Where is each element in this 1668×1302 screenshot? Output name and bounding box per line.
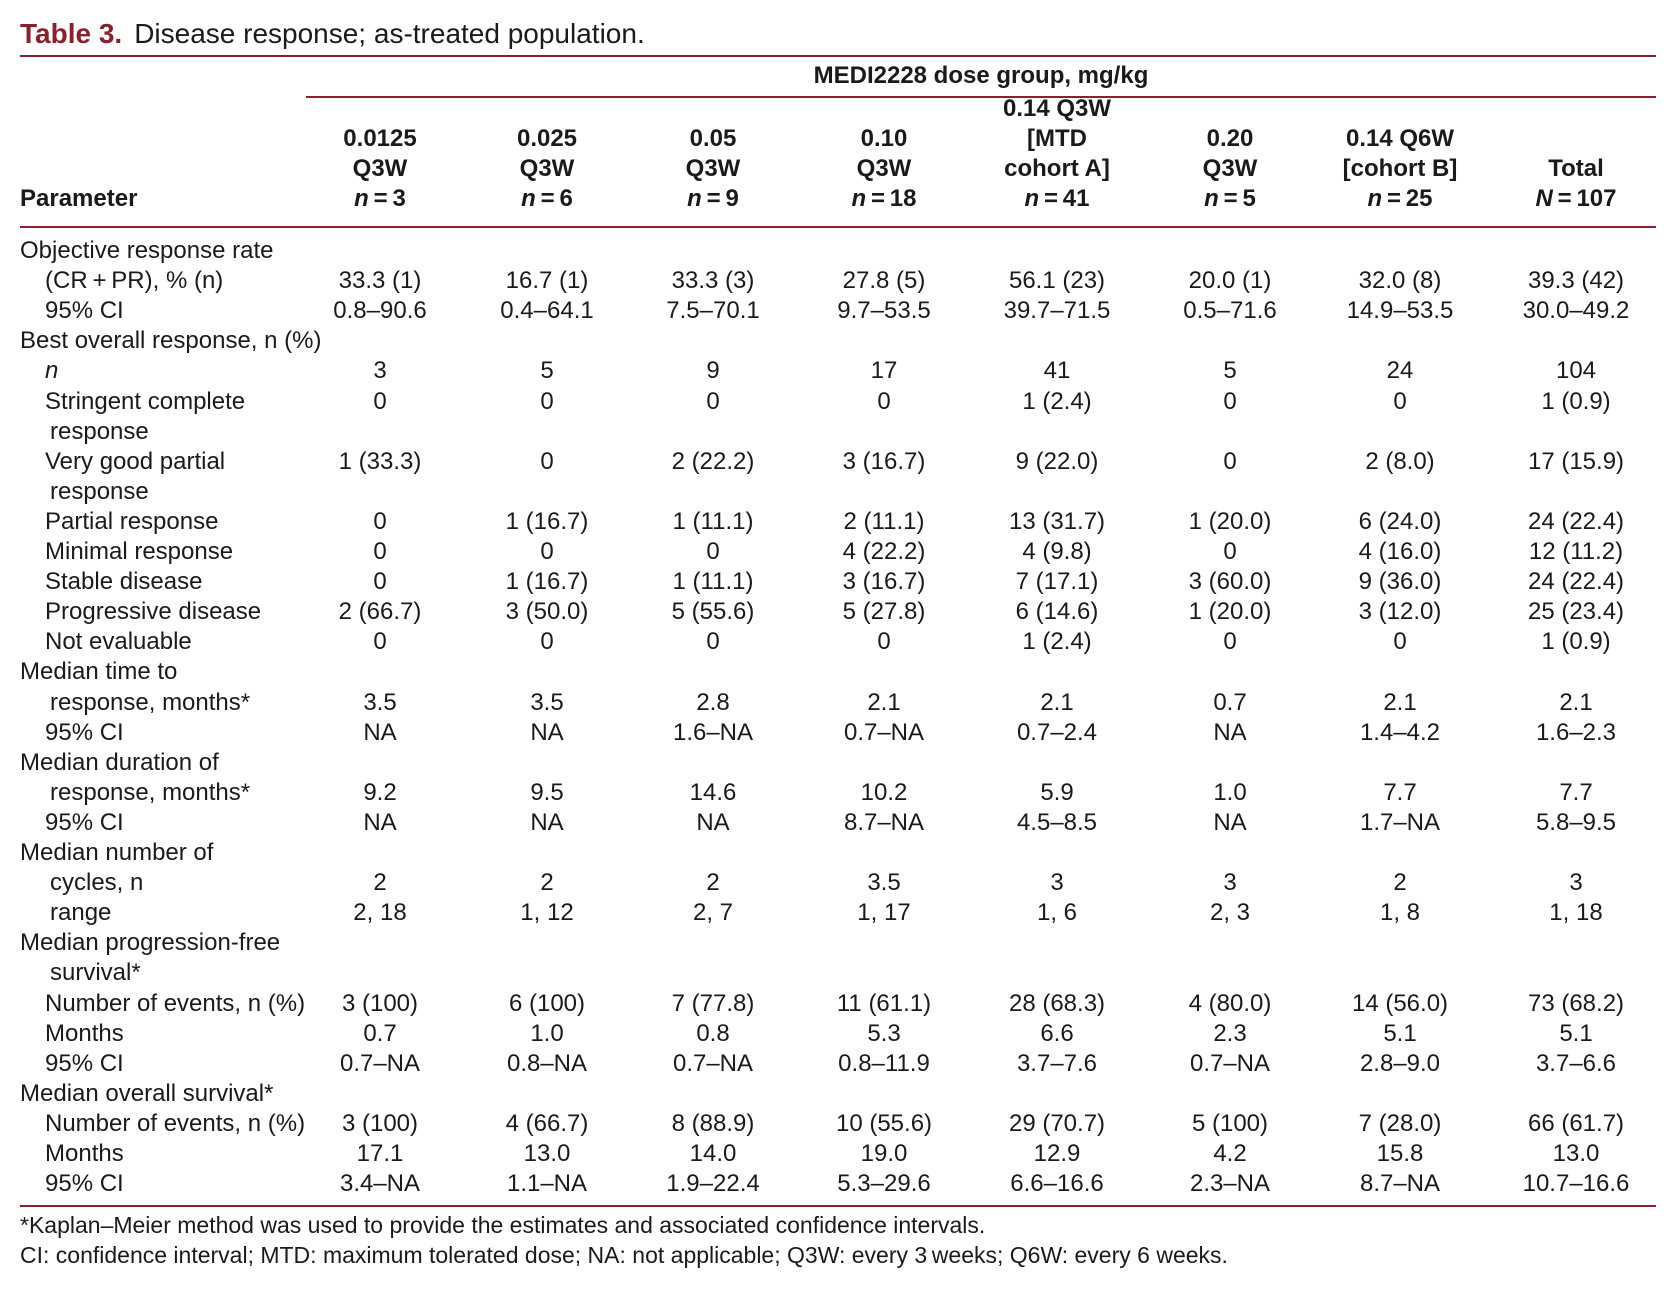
row-label: Number of events, n (%) [45,1109,306,1137]
table-cell: 24 [1386,357,1414,385]
table-cell: NA [1213,718,1247,746]
table-cell: 0.8–11.9 [838,1049,930,1077]
table-cell: 0.7–NA [843,718,925,746]
column-header-n [799,184,969,214]
table-cell: 0.7–2.4 [1016,718,1098,746]
table-cell: 0 [373,568,387,596]
n-value: 107 [1576,185,1617,212]
n-equals: = [1382,185,1406,212]
header-rule [20,226,1656,228]
table-cell: 32.0 (8) [1358,267,1442,295]
table-cell: 1, 17 [857,899,911,927]
table-cell: 2, 18 [353,899,407,927]
table-cell: 9 [706,357,720,385]
table-cell: 0.8–NA [506,1049,588,1077]
column-header-n [1315,184,1485,214]
row-label: Partial response [45,507,219,535]
table-cell: 6 (14.6) [1015,598,1099,626]
n-equals: = [701,185,726,212]
column-header-line: cohort A] [1004,155,1110,182]
table-cell: 3.4–NA [339,1170,421,1198]
table-cell: 0.7–NA [672,1049,754,1077]
table-cell: 0 [877,628,891,656]
table-cell: 39.7–71.5 [1003,297,1111,325]
row-label: Median overall survival* [20,1079,274,1107]
table-cell: 2 (66.7) [338,598,422,626]
table-cell: 1.9–22.4 [666,1170,760,1198]
table-cell: 0.8–90.6 [333,297,427,325]
row-label: response, months* [50,688,251,716]
n-value: 41 [1062,185,1090,212]
table-cell: 10 (55.6) [835,1109,933,1137]
table-cell: 9.5 [530,778,564,806]
table-cell: 5 (55.6) [671,598,755,626]
column-header-line: Q3W [1202,155,1258,182]
table-cell: 13.0 [1552,1140,1600,1167]
row-label: Months [45,1140,124,1167]
table-cell: 1.7–NA [1359,808,1441,836]
n-equals: = [1218,185,1243,212]
table-cell: 1, 12 [520,899,574,927]
table-cell: 2.1 [867,688,901,716]
table-cell: 66 (61.7) [1527,1109,1625,1137]
row-label: Median time to [20,658,178,686]
table-label: Table 3. [20,18,123,49]
table-cell: 0 [540,447,554,475]
row-label: response [50,477,149,505]
row-label: range [50,899,112,927]
table-cell: 9 (22.0) [1015,447,1099,475]
table-cell: 30.0–49.2 [1522,297,1630,325]
table-cell: 5 (100) [1191,1109,1269,1137]
table-cell: 7 (17.1) [1015,568,1099,596]
parameter-header: Parameter [20,185,138,212]
table-cell: 5 (27.8) [842,598,926,626]
top-rule [20,55,1656,57]
column-header-line: 0.025 [516,125,578,152]
table-cell: 5.1 [1559,1019,1593,1047]
table-cell: 0 [540,538,554,565]
table-cell: NA [363,808,397,836]
table-cell: 3 [373,357,387,385]
n-value: 3 [392,185,406,212]
table-cell: 12 (11.2) [1528,538,1624,565]
column-header-line: 0.14 Q6W [1345,125,1455,152]
table-cell: 13 (31.7) [1008,507,1106,535]
table-cell: 3.5 [867,869,901,897]
table-cell: 14.6 [689,778,737,806]
column-header-n [1145,184,1315,214]
table-cell: NA [1213,808,1247,836]
table-cell: 2.1 [1040,688,1074,716]
table-cell: 1 (0.9) [1541,387,1611,415]
n-equals: = [866,185,890,212]
table-cell: 8.7–NA [1359,1170,1441,1198]
table-cell: 8.7–NA [843,808,925,836]
table-cell: 0 [877,387,891,415]
table-cell: 4 (80.0) [1188,989,1272,1017]
table-cell: 1.6–2.3 [1535,718,1617,746]
row-label: Stringent complete [45,387,246,415]
table-cell: 29 (70.7) [1008,1109,1106,1137]
n-equals: = [368,185,393,212]
table-cell: 0 [373,628,387,656]
n-label: n [851,185,867,212]
table-cell: 3 (100) [341,1109,419,1137]
table-cell: 3.5 [530,688,564,716]
row-label: 95% CI [45,1170,124,1198]
table-cell: 5.9 [1040,778,1074,806]
table-cell: 1.1–NA [506,1170,588,1198]
table-cell: 1 (11.1) [672,568,754,596]
table-cell: 1.0 [1213,778,1247,806]
table-cell: 24 (22.4) [1527,507,1625,535]
table-cell: 6.6–16.6 [1010,1170,1104,1198]
table-cell: 0 [1393,628,1407,656]
row-label: response, months* [50,778,251,806]
table-cell: 1 (20.0) [1188,598,1272,626]
table-cell: 3.7–7.6 [1016,1049,1098,1077]
table-cell: 33.3 (3) [671,267,755,295]
table-cell: 5.1 [1383,1019,1417,1047]
table-cell: 41 [1043,357,1071,385]
table-cell: 7 (77.8) [671,989,755,1017]
table-cell: 0 [706,538,720,565]
table-cell: 5.3–29.6 [837,1170,931,1198]
row-label: Progressive disease [45,598,262,626]
row-label: Median progression-free [20,929,281,957]
table-cell: 0 [540,628,554,656]
table-cell: 0 [1223,387,1237,415]
table-cell: 0 [373,387,387,415]
table-cell: 0.7–NA [1189,1049,1271,1077]
n-value: 6 [559,185,573,212]
row-label: Not evaluable [45,628,192,656]
table-cell: 1 (16.7) [505,507,589,535]
table-cell: 0 [373,538,387,565]
table-cell: NA [696,808,730,836]
n-equals: = [535,185,560,212]
table-cell: 9.7–53.5 [837,297,931,325]
column-header-line: Q3W [352,155,408,182]
column-header-line: 0.20 [1206,125,1254,152]
table-cell: 6.6 [1040,1019,1074,1047]
n-value: 18 [889,185,917,212]
table-cell: 7.5–70.1 [666,297,760,325]
footnote-kaplan-meier: *Kaplan–Meier method was used to provide the estimates and associated confidence intervals. [20,1212,986,1238]
table-cell: 39.3 (42) [1527,267,1625,295]
column-header-line: 0.14 Q3W [1002,95,1112,122]
column-header-n [972,184,1142,214]
n-equals: = [1552,185,1577,212]
table-cell: 4.5–8.5 [1016,808,1098,836]
table-title: Disease response; as-treated population. [134,18,645,49]
table-cell: 17 (15.9) [1527,447,1625,475]
table-cell: 104 [1555,357,1597,385]
n-value: 25 [1405,185,1433,212]
table-cell: 2 [1393,869,1407,897]
table-caption [20,14,645,54]
row-label: Very good partial [45,447,226,475]
table-cell: 2.8–9.0 [1359,1049,1441,1077]
table-cell: 14.9–53.5 [1346,297,1454,325]
table-cell: 4.2 [1213,1140,1247,1167]
table-cell: 4 (9.8) [1022,538,1092,565]
table-cell: 73 (68.2) [1527,989,1625,1017]
table-cell: 5.8–9.5 [1535,808,1617,836]
row-label: Objective response rate [20,237,274,264]
table-cell: 6 (24.0) [1358,507,1442,535]
row-label: 95% CI [45,1049,124,1077]
table-cell: 20.0 (1) [1188,267,1272,295]
table-cell: 2.1 [1559,688,1593,716]
table-cell: 2 (22.2) [671,447,755,475]
column-header-line: 0.05 [689,125,737,152]
footnote-abbreviations: CI: confidence interval; MTD: maximum tolerated dose; NA: not applicable; Q3W: every 3 weeks; Q6W: every 6 weeks. [20,1242,1228,1268]
column-header-n [1491,184,1661,214]
table-cell: 2 [540,869,554,897]
table-cell: 9.2 [363,778,397,806]
table-cell: 2, 7 [692,899,734,927]
table-cell: 3 (60.0) [1188,568,1272,596]
table-cell: 4 (66.7) [505,1109,589,1137]
table-cell: 56.1 (23) [1008,267,1106,295]
column-header-line: 0.10 [860,125,908,152]
table-cell: 2 (8.0) [1365,447,1435,475]
table-cell: 1 (0.9) [1541,628,1611,656]
row-label: (CR + PR), % (n) [45,267,224,295]
table-cell: 2.3–NA [1189,1170,1271,1198]
table-cell: 10.7–16.6 [1522,1170,1630,1198]
table-cell: 33.3 (1) [338,267,422,295]
row-label: Minimal response [45,538,234,565]
n-equals: = [1039,185,1063,212]
table-cell: 0 [1393,387,1407,415]
table-cell: 4 (22.2) [842,538,926,565]
column-header-line: [MTD [1027,125,1087,152]
row-label: Number of events, n (%) [45,989,306,1017]
column-header-line: Q3W [685,155,741,182]
row-label: Median duration of [20,748,219,776]
table-cell: 14 (56.0) [1351,989,1449,1017]
table-cell: 2, 3 [1209,899,1251,927]
table-cell: 2.3 [1213,1019,1247,1047]
table-cell: 0.7 [1213,688,1247,716]
table-cell: 0 [373,507,387,535]
dose-group-span-header: MEDI2228 dose group, mg/kg [813,62,1149,89]
column-header-line: Q3W [856,155,912,182]
table-cell: 1.4–4.2 [1359,718,1441,746]
table-cell: 0 [540,387,554,415]
row-label: Median number of [20,839,214,866]
table-cell: 1 (2.4) [1022,628,1092,656]
table-cell: 3 (16.7) [842,447,926,475]
table-cell: 27.8 (5) [842,267,926,295]
table-cell: 1 (11.1) [672,507,754,535]
table-cell: 28 (68.3) [1008,989,1106,1017]
column-header-n [462,184,632,214]
row-label: Stable disease [45,568,203,596]
table-cell: NA [530,808,564,836]
row-label: survival* [50,959,141,987]
table-cell: 3 [1050,869,1064,897]
n-label: n [354,185,369,212]
table-cell: 2.8 [696,688,730,716]
table-cell: 1, 8 [1379,899,1421,927]
table-cell: 1 (2.4) [1022,387,1092,415]
table-cell: 1, 18 [1549,899,1603,927]
row-label: Months [45,1019,124,1047]
table-cell: 15.8 [1376,1140,1424,1167]
table-cell: 0.4–64.1 [500,297,594,325]
table-cell: 5 [540,357,554,385]
n-label: n [687,185,702,212]
table-cell: 4 (16.0) [1358,538,1442,565]
row-label: Best overall response, n (%) [20,327,322,355]
column-header-line: Q3W [519,155,575,182]
table-cell: 7.7 [1559,778,1593,806]
table-cell: NA [363,718,397,746]
table-cell: 3.7–6.6 [1535,1049,1617,1077]
table-cell: 8 (88.9) [671,1109,755,1137]
table-cell: 5 [1223,357,1237,385]
table-cell: 3 (12.0) [1358,598,1442,626]
row-label: response [50,417,149,445]
table-cell: 1, 6 [1036,899,1078,927]
column-header-line: [cohort B] [1342,155,1458,182]
table-cell: 10.2 [860,778,908,806]
table-cell: 2 (11.1) [843,507,925,535]
row-label: 95% CI [45,297,124,325]
table-cell: 0 [706,387,720,415]
table-cell: 11 (61.1) [836,989,932,1017]
table-cell: 0.8 [696,1019,730,1047]
table-cell: 25 (23.4) [1527,598,1625,626]
table-cell: 13.0 [523,1140,571,1167]
table-cell: 3 (16.7) [842,568,926,596]
n-label: N [1535,185,1553,212]
table-cell: 1 (16.7) [505,568,589,596]
table-cell: 3 (50.0) [505,598,589,626]
table-cell: 3.5 [363,688,397,716]
column-header-line: 0.0125 [343,125,417,152]
column-header-line: Total [1548,155,1604,182]
table-cell: 1.6–NA [672,718,754,746]
table-cell: 12.9 [1033,1140,1081,1167]
table-cell: 6 (100) [508,989,586,1017]
table-cell: 0 [706,628,720,656]
table-cell: 24 (22.4) [1527,568,1625,596]
column-header-n [295,184,465,214]
table-cell: 0 [1223,447,1237,475]
table-cell: 0.7 [363,1019,397,1047]
table-cell: 17 [870,357,898,385]
row-label: 95% CI [45,718,124,746]
table-cell: 1.0 [530,1019,564,1047]
table-cell: NA [530,718,564,746]
table-cell: 0 [1223,628,1237,656]
column-header-n [628,184,798,214]
n-value: 9 [725,185,739,212]
n-label: n [1204,185,1219,212]
table-cell: 3 [1223,869,1237,897]
table-cell: 1 (33.3) [338,447,422,475]
bottom-rule [20,1205,1656,1207]
table-cell: 3 (100) [341,989,419,1017]
table-cell: 7.7 [1383,778,1417,806]
table-cell: 17.1 [356,1140,404,1167]
table-cell: 7 (28.0) [1358,1109,1442,1137]
table-cell: 3 [1569,869,1583,897]
table-cell: 16.7 (1) [505,267,589,295]
table-cell: 9 (36.0) [1358,568,1442,596]
table-cell: 1 (20.0) [1188,507,1272,535]
n-value: 5 [1242,185,1256,212]
n-label: n [1367,185,1383,212]
table-cell: 0.5–71.6 [1183,297,1277,325]
table-cell: 0.7–NA [339,1049,421,1077]
table-cell: 5.3 [867,1019,901,1047]
table-cell: 2 [373,869,387,897]
row-label: n [45,357,59,385]
row-label: cycles, n [50,869,144,897]
table-cell: 19.0 [860,1140,908,1167]
table-cell: 0 [1223,538,1237,565]
table-cell: 14.0 [689,1140,737,1167]
table-cell: 2.1 [1383,688,1417,716]
row-label: 95% CI [45,808,124,836]
table-cell: 2 [706,869,720,897]
n-label: n [1024,185,1040,212]
n-label: n [521,185,536,212]
